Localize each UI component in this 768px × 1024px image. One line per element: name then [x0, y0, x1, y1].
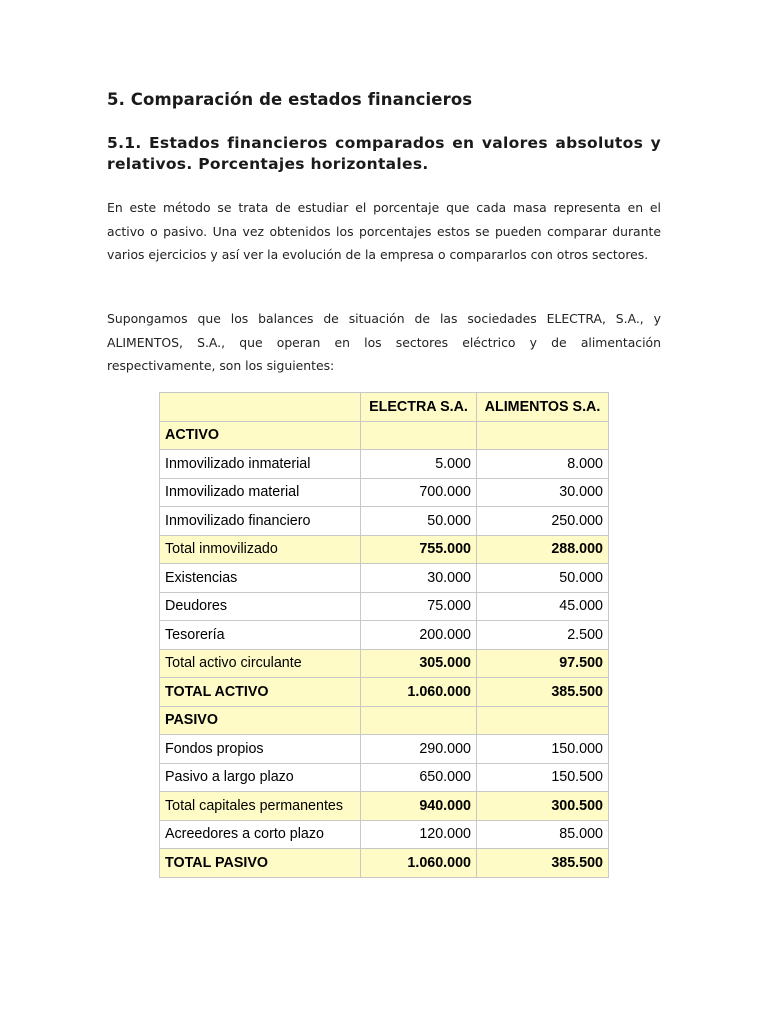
alimentos-value: 300.500 [477, 792, 609, 821]
table-row [160, 479, 609, 508]
alimentos-value: 385.500 [477, 849, 609, 878]
electra-value: 200.000 [361, 621, 477, 650]
row-label: PASIVO [160, 707, 361, 736]
electra-value: 290.000 [361, 735, 477, 764]
subsection-heading: 5.1. Estados financieros comparados en valores absolutos y relativos. Porcentajes horizontales. [107, 134, 661, 173]
row-label: Inmovilizado financiero [160, 507, 361, 536]
alimentos-value: 288.000 [477, 536, 609, 565]
electra-value: 5.000 [361, 450, 477, 479]
section-heading: 5. Comparación de estados financieros [107, 90, 473, 109]
header-cell-electra: ELECTRA S.A. [361, 393, 477, 422]
alimentos-value: 2.500 [477, 621, 609, 650]
row-label: Inmovilizado inmaterial [160, 450, 361, 479]
table-row [160, 507, 609, 536]
row-label: Total inmovilizado [160, 536, 361, 565]
row-label: Pasivo a largo plazo [160, 764, 361, 793]
table-row [160, 650, 609, 679]
electra-value: 75.000 [361, 593, 477, 622]
electra-value: 650.000 [361, 764, 477, 793]
alimentos-value: 385.500 [477, 678, 609, 707]
header-cell-alimentos: ALIMENTOS S.A. [477, 393, 609, 422]
row-label: Deudores [160, 593, 361, 622]
table-row [160, 849, 609, 878]
table-row [160, 764, 609, 793]
intro-paragraph: En este método se trata de estudiar el porcentaje que cada masa representa en el activo o pasivo. Una vez obtenidos los porcentajes estos se pueden comparar durante varios ejercicios y así ver la evolución de la empresa o compararlos con otros sectores. [107, 200, 661, 262]
table-row [160, 821, 609, 850]
table-row [160, 450, 609, 479]
table-row [160, 678, 609, 707]
balance-sheet-table [159, 392, 609, 878]
row-label: Fondos propios [160, 735, 361, 764]
electra-value: 755.000 [361, 536, 477, 565]
electra-value [361, 707, 477, 736]
table-row [160, 593, 609, 622]
electra-value: 1.060.000 [361, 678, 477, 707]
alimentos-value: 150.000 [477, 735, 609, 764]
alimentos-value: 250.000 [477, 507, 609, 536]
electra-value: 700.000 [361, 479, 477, 508]
header-cell-empty [160, 393, 361, 422]
alimentos-value: 30.000 [477, 479, 609, 508]
row-label: TOTAL ACTIVO [160, 678, 361, 707]
table-row [160, 422, 609, 451]
row-label: Inmovilizado material [160, 479, 361, 508]
electra-value: 30.000 [361, 564, 477, 593]
electra-value: 120.000 [361, 821, 477, 850]
example-paragraph: Supongamos que los balances de situación de las sociedades ELECTRA, S.A., y ALIMENTOS, S.A., que operan en los sectores eléctrico y de alimentación respectivamente, son los siguientes: [107, 311, 661, 373]
table-row [160, 564, 609, 593]
row-label: Tesorería [160, 621, 361, 650]
alimentos-value [477, 422, 609, 451]
table-row [160, 792, 609, 821]
row-label: TOTAL PASIVO [160, 849, 361, 878]
alimentos-value [477, 707, 609, 736]
alimentos-value: 50.000 [477, 564, 609, 593]
table-row [160, 621, 609, 650]
alimentos-value: 8.000 [477, 450, 609, 479]
table-header-row [160, 393, 609, 422]
row-label: Acreedores a corto plazo [160, 821, 361, 850]
table-row [160, 735, 609, 764]
row-label: Existencias [160, 564, 361, 593]
alimentos-value: 97.500 [477, 650, 609, 679]
alimentos-value: 150.500 [477, 764, 609, 793]
electra-value: 940.000 [361, 792, 477, 821]
table-row [160, 707, 609, 736]
row-label: ACTIVO [160, 422, 361, 451]
row-label: Total activo circulante [160, 650, 361, 679]
electra-value [361, 422, 477, 451]
alimentos-value: 45.000 [477, 593, 609, 622]
electra-value: 1.060.000 [361, 849, 477, 878]
table-row [160, 536, 609, 565]
alimentos-value: 85.000 [477, 821, 609, 850]
row-label: Total capitales permanentes [160, 792, 361, 821]
electra-value: 305.000 [361, 650, 477, 679]
electra-value: 50.000 [361, 507, 477, 536]
